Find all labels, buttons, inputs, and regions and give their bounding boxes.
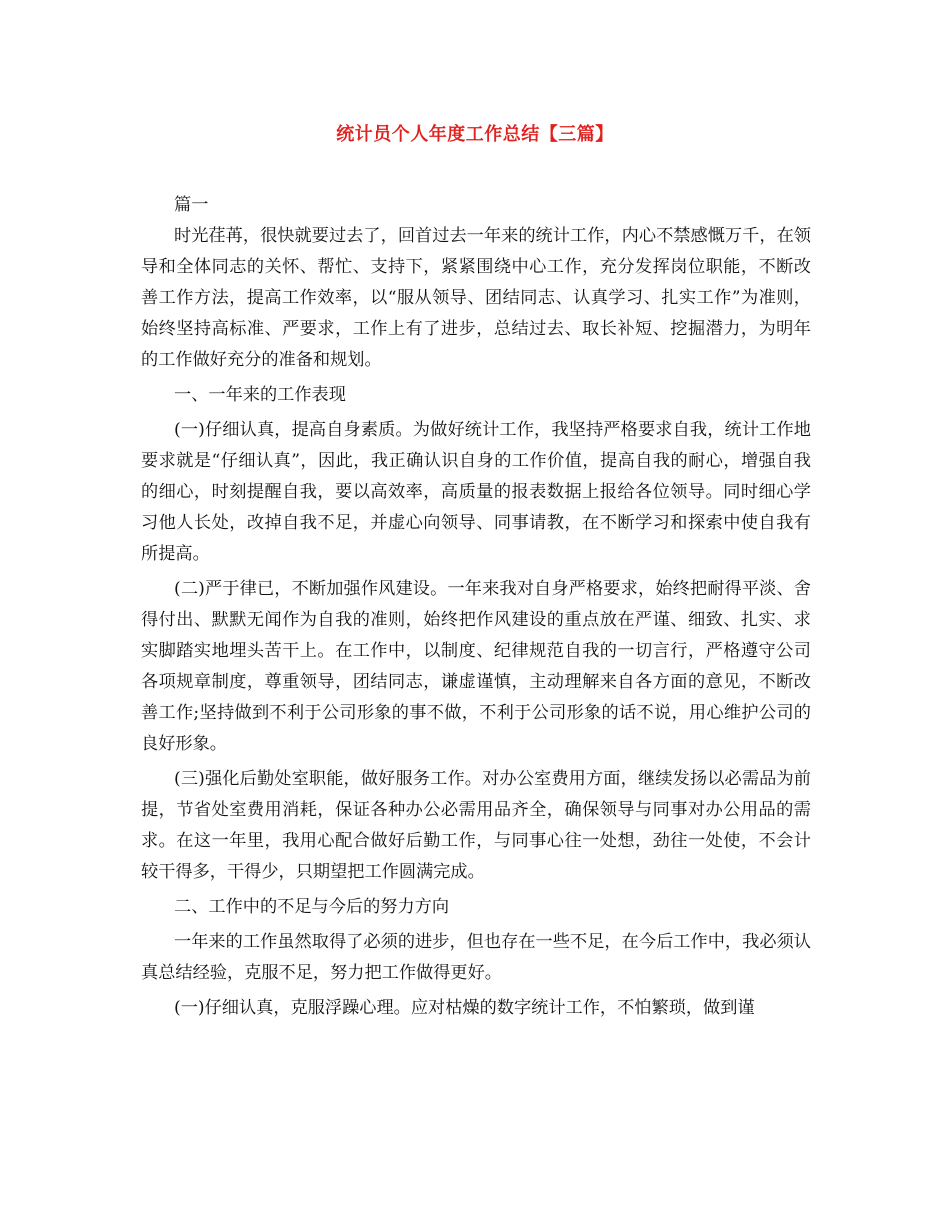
body-paragraph: (二)严于律已，不断加强作风建设。一年来我对自身严格要求，始终把耐得平淡、舍得付出、默默无闻作为自我的准则，始终把作风建设的重点放在严谨、细致、扎实、求实脚踏实地埋头苦干上。在工作中，以制度、纪律规范自我的一切言行，严格遵守公司各项规章制度，尊重领导，团结同志，谦虚谨慎，主动理解来自各方面的意见，不断改善工作;坚持做到不利于公司形象的事不做，不利于公司形象的话不说，用心维护公司的良好形象。 — [141, 579, 811, 754]
body-paragraph: 一年来的工作虽然取得了必须的进步，但也存在一些不足，在今后工作中，我必须认真总结经验，克服不足，努力把工作做得更好。 — [141, 932, 811, 983]
document-body — [141, 190, 811, 1024]
body-paragraph: 一、一年来的工作表现 — [174, 385, 346, 405]
body-paragraph: 时光荏苒，很快就要过去了，回首过去一年来的统计工作，内心不禁感慨万千，在领导和全体同志的关怀、帮忙、支持下，紧紧围绕中心工作，充分发挥岗位职能，不断改善工作方法，提高工作效率，以“服从领导、团结同志、认真学习、扎实工作”为准则，始终坚持高标准、严要求，工作上有了进步，总结过去、取长补短、挖掘潜力，为明年的工作做好充分的准备和规划。 — [141, 226, 811, 370]
body-paragraph: (一)仔细认真，克服浮躁心理。应对枯燥的数字统计工作，不怕繁琐，做到谨 — [174, 998, 755, 1018]
body-paragraph: 二、工作中的不足与今后的努力方向 — [174, 897, 450, 917]
body-paragraph: 篇一 — [174, 195, 209, 215]
document-title: 统计员个人年度工作总结【三篇】 — [336, 124, 614, 145]
body-paragraph: (三)强化后勤处室职能，做好服务工作。对办公室费用方面，继续发扬以必需品为前提，节省处室费用消耗，保证各种办公必需用品齐全，确保领导与同事对办公用品的需求。在这一年里，我用心配合做好后勤工作，与同事心往一处想，劲往一处使，不会计较干得多，干得少，只期望把工作圆满完成。 — [141, 769, 811, 882]
body-paragraph: (一)仔细认真，提高自身素质。为做好统计工作，我坚持严格要求自我，统计工作地要求就是“仔细认真”，因此，我正确认识自身的工作价值，提高自我的耐心，增强自我的细心，时刻提醒自我，要以高效率，高质量的报表数据上报给各位领导。同时细心学习他人长处，改掉自我不足，并虚心向领导、同事请教，在不断学习和探索中使自我有所提高。 — [141, 420, 811, 564]
